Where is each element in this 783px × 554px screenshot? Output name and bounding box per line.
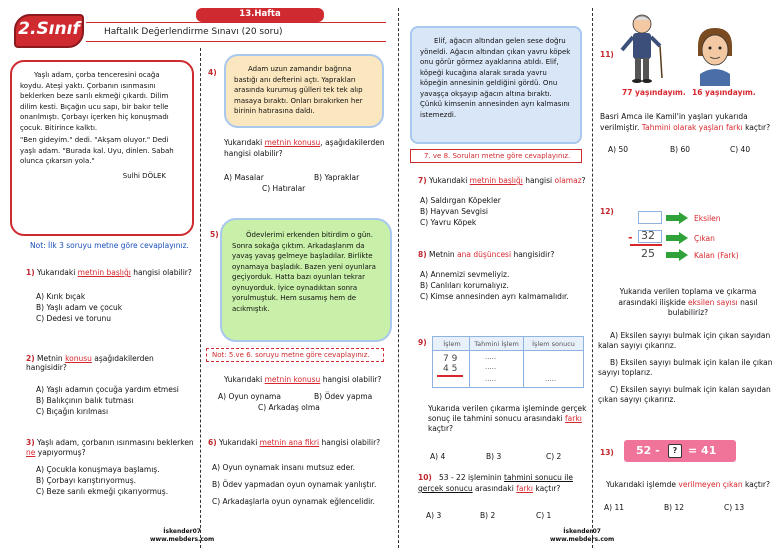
- q9-pre: Yukarıda verilen çıkarma işleminde gerçek sonuç ile tahmini sonucu arasındaki: [428, 404, 587, 423]
- q6-highlight: metnin ana fikri: [259, 438, 320, 447]
- q3-option-c[interactable]: C) Beze sarılı ekmeği çıkarıyormuş.: [36, 487, 169, 496]
- q9-option-b[interactable]: B) 3: [486, 452, 502, 461]
- question-5: [208, 375, 394, 416]
- q1-pre: Yukarıdaki: [37, 268, 76, 277]
- q7-highlight: metnin başlığı: [469, 176, 523, 185]
- q12-option-a[interactable]: A) Eksilen sayıyı bulmak için çıkan sayıdan kalan sayıyı çıkarırız.: [598, 330, 771, 350]
- question-10: [418, 472, 590, 522]
- note-3: 7. ve 8. Soruları metne göre cevaplayınız.: [424, 152, 571, 160]
- q3-pre: Yaşlı adam, çorbanın ısınmasını beklerken: [37, 438, 194, 447]
- question-7: [418, 176, 590, 228]
- q8-post: hangisidir?: [513, 250, 555, 259]
- q9-header-2: İşlem sonucu: [532, 340, 575, 348]
- q3-option-b[interactable]: B) Çorbayı karıştırıyormuş.: [36, 476, 137, 485]
- divider-3: [592, 8, 593, 548]
- q11-post: kaçtır?: [745, 122, 771, 132]
- q13-post: kaçtır?: [744, 480, 770, 489]
- question-13: [598, 480, 778, 515]
- q1-highlight: metnin başlığı: [77, 268, 131, 277]
- q13-option-c[interactable]: C) 13: [724, 503, 745, 512]
- q13-highlight: verilmeyen çıkan: [678, 480, 743, 489]
- question-1: [26, 268, 196, 324]
- q4-highlight: metnin konusu: [264, 138, 321, 147]
- story1-p2: "Ben gideyim." dedi. "Akşam oluyor." Dedi yaşlı adam. "Burada kal. Uyu, dinlen. Sabah olunca çıkarsın yola.": [20, 136, 174, 165]
- q12-highlight: eksilen sayısı: [687, 297, 738, 307]
- q4-option-a[interactable]: A) Masalar: [224, 173, 264, 182]
- q5-pre: Yukarıdaki: [224, 375, 263, 384]
- q7-highlight-2: olamaz: [554, 176, 582, 185]
- q9-post: kaçtır?: [428, 424, 454, 433]
- footer-right-site: www.mebders.com: [550, 536, 615, 543]
- q5-post: hangisi olabilir?: [322, 375, 382, 384]
- divider-1: [200, 48, 201, 548]
- q9-header-1: Tahmini İşlem: [474, 340, 519, 348]
- q7-option-a[interactable]: A) Saldırgan Köpekler: [420, 196, 501, 205]
- q12-pre: Yukarıda verilen toplama ve çıkarma arasındaki ilişkide: [618, 287, 757, 307]
- grade-label: 2.Sınıf: [18, 19, 80, 39]
- q11-option-c[interactable]: C) 40: [730, 145, 751, 154]
- q12-box-1: [638, 211, 662, 224]
- q7-mid: hangisi: [525, 176, 553, 185]
- q6-number: 6): [208, 438, 217, 447]
- q9-option-a[interactable]: A) 4: [430, 452, 446, 461]
- q4-option-b[interactable]: B) Yapraklar: [314, 173, 360, 182]
- q12-option-b[interactable]: B) Eksilen sayıyı bulmak için kalan ile çıkan sayıyı toplarız.: [598, 357, 773, 377]
- q9-table: [432, 336, 584, 388]
- q7-post: ?: [581, 176, 586, 185]
- q11-highlight: Tahmini olarak yaşları farkı: [641, 122, 743, 132]
- q12-minus: -: [628, 231, 633, 244]
- footer-right-author: İskender07: [563, 528, 601, 535]
- week-label: 13.Hafta: [239, 9, 281, 19]
- q11-age-2: 16 yaşındayım.: [692, 88, 756, 97]
- q2-highlight: konusu: [65, 354, 92, 363]
- question-2: [26, 354, 196, 417]
- q12-n2: 25: [641, 247, 655, 260]
- q12-n1: 32: [641, 229, 655, 242]
- q11-option-b[interactable]: B) 60: [670, 145, 690, 154]
- q2-post: aşağıdakilerden hangisidir?: [26, 354, 154, 372]
- q10-text: 53 - 22 işleminin: [439, 473, 502, 482]
- q2-pre: Metnin: [37, 354, 63, 363]
- story2-box: [410, 26, 582, 144]
- q2-option-a[interactable]: A) Yaşlı adamın çocuğa yardım etmesi: [36, 385, 179, 394]
- q9-dots-1: .....: [485, 353, 497, 361]
- q3-post: yapıyormuş?: [37, 448, 86, 457]
- q2-number: 2): [26, 354, 35, 363]
- q4-number: 4): [208, 68, 217, 77]
- q6-post: hangisi olabilir?: [321, 438, 381, 447]
- q12-arrow-1: [666, 212, 688, 224]
- q5-passage: Ödevlerimi erkenden bitirdim o gün. Sonra sokağa çıktım. Arkadaşlarım da yavaş yavaş gelmeye başladılar. Birlikte oynamaya başladık. Bazen yeni oyunlara geçiyorduk. Hatta bazı oyunları tekrar oynuyorduk. İyice oynadıktan sonra yorulmuştuk. Hem susamış hem de acıkmıştık.: [232, 231, 376, 313]
- q5-highlight: metnin konusu: [264, 375, 321, 384]
- q9-header-0: İşlem: [443, 340, 461, 348]
- q4-passage-box: [224, 54, 384, 128]
- note-1: Not: İlk 3 soruyu metne göre cevaplayınız.: [30, 241, 189, 250]
- q11-number: 11): [600, 50, 614, 59]
- question-4: [208, 138, 394, 197]
- q6-option-a[interactable]: A) Oyun oynamak insanı mutsuz eder.: [212, 463, 355, 472]
- q12-label-kalan: Kalan (Fark): [694, 251, 739, 260]
- q11-age-1: 77 yaşındayım.: [622, 88, 686, 97]
- footer-left-site: www.mebders.com: [150, 536, 215, 543]
- q11-pre: Basri Amca ile Kamil'in yaşları yukarıda verilmiştir.: [600, 112, 748, 132]
- q12-label-eksilen: Eksilen: [694, 214, 721, 223]
- q12-number: 12): [600, 207, 614, 216]
- q10-option-b[interactable]: B) 2: [480, 511, 496, 520]
- q9-option-c[interactable]: C) 2: [546, 452, 562, 461]
- q8-pre: Metnin: [429, 250, 455, 259]
- q9-highlight: farkı: [565, 414, 582, 423]
- q10-option-c[interactable]: C) 1: [536, 511, 552, 520]
- story1-author: Sulhi DÖLEK: [122, 171, 166, 180]
- q4-passage: Adam uzun zamandır bağrına bastığı anı defterini açtı. Yaprakları arasında kurumuş gülleri tek tek alıp masaya bıraktı. Onları bırakırken her birinin hatırasına daldı.: [234, 65, 363, 115]
- q1-option-c[interactable]: C) Dedesi ve torunu: [36, 314, 111, 323]
- q13-number: 13): [600, 448, 614, 457]
- q12-arrow-2: [666, 232, 688, 244]
- q7-option-b[interactable]: B) Hayvan Sevgisi: [420, 207, 488, 216]
- q10-post: kaçtır?: [535, 484, 561, 493]
- q12-post: nasıl bulabiliriz?: [667, 297, 758, 317]
- q8-option-b[interactable]: B) Canlıları korumalıyız.: [420, 281, 509, 290]
- question-6: [208, 438, 394, 510]
- q8-option-a[interactable]: A) Annemizi sevmeliyiz.: [420, 270, 510, 279]
- q3-number: 3): [26, 438, 35, 447]
- q6-option-b[interactable]: B) Ödev yapmadan oyun oynamak yanlıştır.: [212, 480, 377, 489]
- question-3: [26, 438, 196, 497]
- q9-dots-4: .....: [545, 375, 557, 383]
- q2-option-c[interactable]: C) Bıçağın kırılması: [36, 407, 109, 416]
- q3-highlight: ne: [26, 448, 36, 457]
- q5-passage-box: [220, 218, 392, 342]
- q5-option-a[interactable]: A) Oyun oynama: [218, 392, 281, 401]
- q4-post: , aşağıdakilerden hangisi olabilir?: [224, 138, 385, 158]
- q6-pre: Yukarıdaki: [219, 438, 258, 447]
- q8-option-c[interactable]: C) Kimse annesinden ayrı kalmamalıdır.: [420, 292, 569, 301]
- footer-right: [550, 528, 614, 544]
- q9-number: 9): [418, 338, 427, 347]
- divider-2: [398, 8, 399, 548]
- q5-number: 5): [210, 230, 219, 239]
- q5-option-c[interactable]: C) Arkadaş olma: [258, 403, 320, 412]
- q13-blank: ?: [672, 446, 678, 455]
- q1-number: 1): [26, 268, 35, 277]
- young-man-illustration: [692, 26, 738, 86]
- story2-text: Elif, ağacın altından gelen sese doğru yöneldi. Ağacın altından çıkan yavru köpek onu görür görmez ayaklarına atıldı. Elif, köpeği kucağına alarak sırada yavru köpeğin annesinin geldiğini gördü. Onu yavaşça okşayıp ağacın altına bıraktı. Çünkü kimsenin annesinden ayrı kalmasını istemezdi.: [420, 37, 571, 119]
- footer-left-author: İskender07: [163, 528, 201, 535]
- q9-top-number: 7 9: [443, 354, 458, 364]
- q1-option-a[interactable]: A) Kırık bıçak: [36, 292, 86, 301]
- q10-mid: arasındaki: [475, 484, 514, 493]
- note-2: Not: 5.ve 6. soruyu metne göre cevaplayınız.: [212, 351, 370, 359]
- q10-number: 10): [418, 473, 432, 482]
- q13-eq-right: = 41: [688, 444, 717, 457]
- question-12: [598, 287, 778, 406]
- old-man-illustration: [616, 10, 666, 86]
- q4-option-c[interactable]: C) Hatıralar: [262, 184, 306, 193]
- q8-number: 8): [418, 250, 427, 259]
- q4-pre: Yukarıdaki: [224, 138, 263, 147]
- question-11: [600, 112, 776, 157]
- q12-line: [630, 244, 662, 246]
- q7-number: 7): [418, 176, 427, 185]
- q13-option-b[interactable]: B) 12: [664, 503, 684, 512]
- q13-option-a[interactable]: A) 11: [604, 503, 624, 512]
- story1-p1: Yaşlı adam, çorba tenceresini ocağa koydu. Ateşi yaktı. Çorbanın ısınmasını beklerken beze sarılı ekmeği çıkardı. Dilim dilim kesti. Bıçağın ucu sapı, bir bakır telle onarılmıştı. Çorbayı içerken hiç konuşmadı çocuk. Bitirince kalktı.: [20, 71, 169, 132]
- q6-option-c[interactable]: C) Arkadaşlarla oyun oynamak eğlencelidir.: [212, 497, 375, 506]
- q12-option-c[interactable]: C) Eksilen sayıyı bulmak için kalan sayıdan çıkan sayıyı çıkarırız.: [598, 384, 771, 404]
- question-9: [418, 404, 590, 464]
- q3-option-a[interactable]: A) Çocukla konuşmaya başlamış.: [36, 465, 160, 474]
- q12-arrow-3: [666, 249, 688, 261]
- q13-eq-left: 52 -: [636, 444, 660, 457]
- q7-pre: Yukarıdaki: [429, 176, 468, 185]
- q1-post: hangisi olabilir?: [133, 268, 192, 277]
- q10-highlight-2: farkı: [516, 484, 533, 493]
- q12-label-cikan: Çıkan: [694, 234, 715, 243]
- q9-bottom-number: 4 5: [443, 364, 458, 374]
- q7-option-c[interactable]: C) Yavru Köpek: [420, 218, 477, 227]
- q8-highlight: ana düşüncesi: [457, 250, 512, 259]
- q10-option-a[interactable]: A) 3: [426, 511, 442, 520]
- q9-dots-2: .....: [485, 363, 497, 371]
- story1-box: [10, 60, 194, 236]
- q2-option-b[interactable]: B) Balıkçının balık tutması: [36, 396, 134, 405]
- q5-option-b[interactable]: B) Ödev yapma: [314, 392, 373, 401]
- q13-pre: Yukarıdaki işlemde: [606, 480, 676, 489]
- q1-option-b[interactable]: B) Yaşlı adam ve çocuk: [36, 303, 123, 312]
- footer-left: [150, 528, 214, 544]
- q11-option-a[interactable]: A) 50: [608, 145, 628, 154]
- page-title: Haftalık Değerlendirme Sınavı (20 soru): [104, 27, 283, 37]
- q10-highlight-1: tahmini sonucu ile gerçek sonucu: [418, 473, 573, 493]
- question-8: [418, 250, 590, 302]
- q9-minus-line: [437, 375, 463, 377]
- q9-dots-3: .....: [485, 375, 497, 383]
